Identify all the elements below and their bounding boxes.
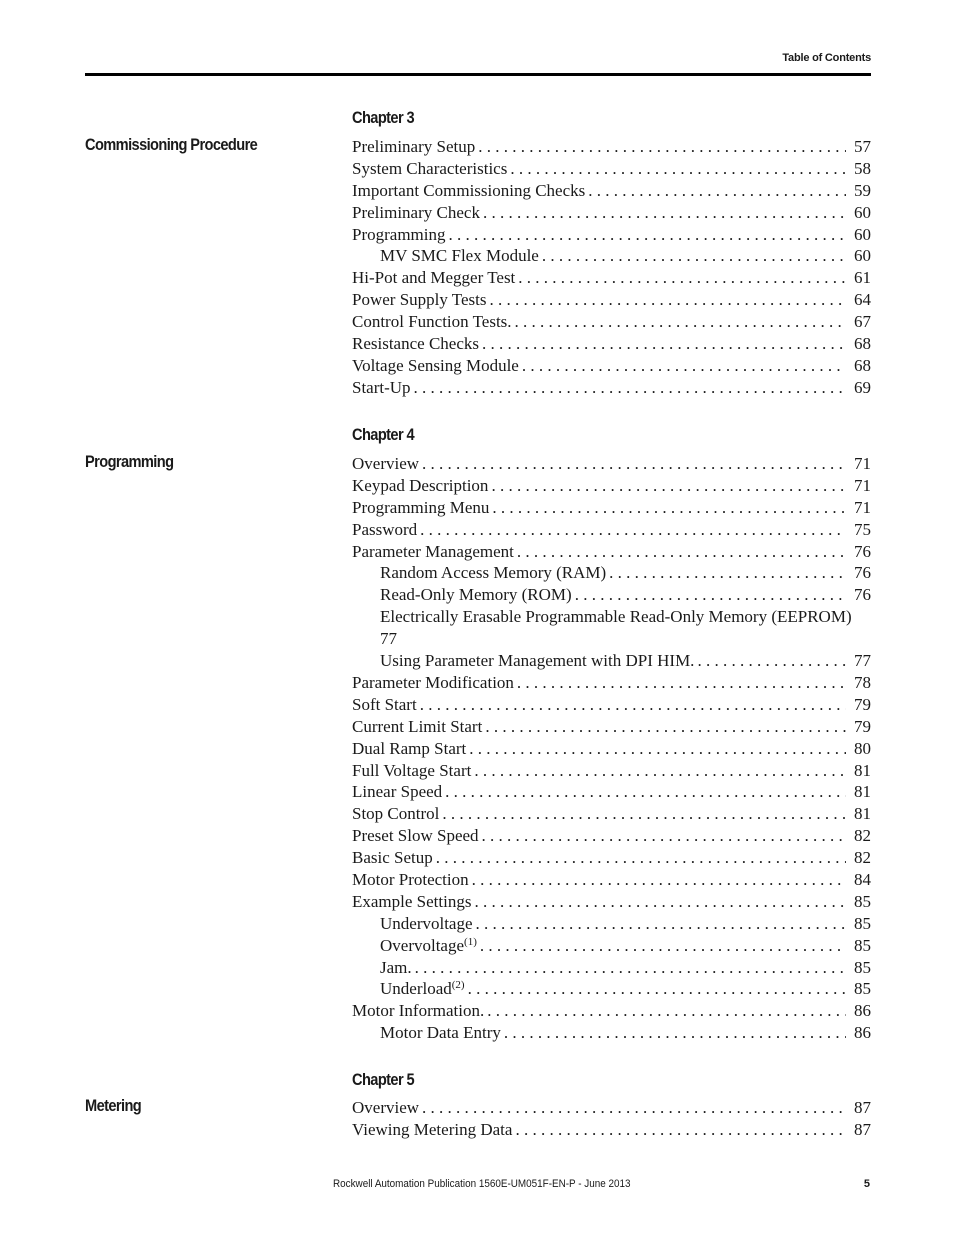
page-ref: 67: [854, 312, 871, 332]
entry-title: [380, 1022, 501, 1044]
entry-title-text: Read-Only Memory (ROM): [380, 585, 572, 605]
toc-subentry[interactable]: [352, 935, 871, 957]
page-ref: 57: [854, 137, 871, 156]
page-ref: 80: [854, 738, 871, 758]
entry-title-text: Preliminary Check: [352, 202, 480, 222]
entry-title: [380, 650, 694, 672]
dot-leader: [474, 760, 846, 782]
toc-entry[interactable]: [352, 224, 871, 246]
entry-title-text: Basic Setup: [352, 848, 433, 868]
dot-leader: [468, 978, 846, 1000]
running-head: Table of Contents: [782, 52, 871, 64]
toc-entry[interactable]: [352, 1000, 871, 1022]
dot-leader: [522, 355, 846, 377]
entry-title: [352, 453, 419, 475]
page-ref: 59: [854, 180, 871, 200]
entry-title: [352, 519, 417, 541]
entry-title: [380, 978, 465, 1000]
dot-leader: [480, 935, 846, 957]
dot-leader: [515, 1119, 846, 1141]
dot-leader: [542, 245, 846, 267]
dot-leader: [491, 475, 846, 497]
page-ref: 58: [854, 158, 871, 178]
entry-title: [352, 869, 469, 891]
page-ref: 69: [854, 377, 871, 397]
entry-title: [352, 803, 439, 825]
toc-subentry[interactable]: [352, 584, 871, 606]
dot-leader: [436, 847, 846, 869]
entry-title-text: Parameter Management: [352, 541, 514, 561]
page-ref: 85: [854, 935, 871, 955]
entry-title: [380, 935, 477, 957]
entry-title-text: Linear Speed: [352, 782, 443, 802]
dot-leader: [517, 672, 846, 694]
dot-leader: [414, 377, 846, 399]
entry-title: [352, 158, 507, 180]
entry-title: [352, 672, 514, 694]
dot-leader: [588, 180, 846, 202]
toc-subentry[interactable]: [352, 245, 871, 267]
dot-leader: [449, 224, 847, 246]
entry-title-text: Hi-Pot and Megger Test: [352, 268, 516, 288]
dot-leader: [697, 650, 846, 672]
page-ref: 60: [854, 246, 871, 266]
entry-title: [352, 180, 585, 202]
toc-entry[interactable]: [352, 716, 871, 738]
page-ref: 81: [854, 804, 871, 824]
toc-entry[interactable]: [352, 847, 871, 869]
page-ref: 86: [854, 1001, 871, 1021]
chapter-label: Chapter 3: [352, 108, 415, 127]
toc-list: [352, 136, 871, 399]
toc-entry[interactable]: [352, 497, 871, 519]
publication-info: Rockwell Automation Publication 1560E-UM051F-EN-P - June 2013: [333, 1178, 631, 1190]
toc-entry[interactable]: [352, 781, 871, 803]
entry-title: [352, 716, 482, 738]
section-title: Commissioning Procedure: [85, 135, 258, 154]
page-ref: 82: [854, 848, 871, 868]
entry-title-text: Parameter Modification: [352, 672, 514, 692]
section-title: Metering: [85, 1096, 142, 1115]
entry-title: [352, 224, 446, 246]
entry-title: [380, 584, 572, 606]
dot-leader: [420, 694, 846, 716]
toc-list: [352, 1097, 871, 1141]
page-ref: 60: [854, 224, 871, 244]
page-ref: 85: [854, 957, 871, 977]
entry-title: [352, 136, 475, 158]
toc-entry[interactable]: [352, 1119, 871, 1141]
footnote-ref: (1): [464, 935, 477, 948]
dot-leader: [515, 311, 846, 333]
entry-title: [352, 1119, 512, 1141]
entry-title-text: Motor Protection: [352, 869, 469, 889]
page-ref: 87: [854, 1119, 871, 1139]
dot-leader: [504, 1022, 846, 1044]
dot-leader: [483, 202, 846, 224]
toc-entry[interactable]: [352, 519, 871, 541]
entry-title-text: MV SMC Flex Module: [380, 246, 539, 266]
dot-leader: [490, 289, 846, 311]
entry-title: [352, 497, 489, 519]
footnote-ref: (2): [451, 979, 465, 992]
entry-title: [380, 957, 412, 979]
entry-title: [352, 377, 411, 399]
entry-title-text: Overview: [352, 454, 420, 473]
dot-leader: [422, 1097, 846, 1119]
page-ref: 79: [854, 716, 871, 736]
page-ref: 81: [854, 782, 871, 802]
page-ref: 86: [854, 1023, 871, 1043]
page-ref: 76: [854, 585, 871, 605]
toc-entry[interactable]: [352, 180, 871, 202]
dot-leader: [422, 453, 846, 475]
toc-entry[interactable]: [352, 541, 871, 563]
dot-leader: [518, 267, 846, 289]
entry-title: [352, 891, 471, 913]
page-ref: 64: [854, 290, 871, 310]
page-ref: 84: [854, 869, 871, 889]
toc-entry[interactable]: [352, 825, 871, 847]
entry-title-text: Current Limit Start: [352, 716, 483, 736]
entry-title: [352, 1000, 484, 1022]
entry-title-text: Control Function Tests.: [352, 312, 512, 332]
entry-title: [380, 562, 606, 584]
toc-entry[interactable]: [352, 694, 871, 716]
entry-title-text: Overview: [352, 1098, 420, 1117]
entry-title-text: Resistance Checks: [352, 334, 479, 354]
entry-title-text: Power Supply Tests: [352, 290, 487, 310]
dot-leader: [609, 562, 846, 584]
entry-title-text: Using Parameter Management with DPI HIM.: [380, 651, 695, 671]
entry-title-text: Example Settings: [352, 891, 472, 911]
dot-leader: [415, 957, 846, 979]
entry-title-text: Jam.: [380, 957, 412, 977]
toc-entry[interactable]: [352, 377, 871, 399]
entry-title-text: Soft Start: [352, 694, 417, 714]
toc-subentry[interactable]: [352, 913, 871, 935]
entry-title-text: Voltage Sensing Module: [352, 355, 519, 375]
toc-entry[interactable]: [352, 1097, 871, 1119]
header-rule: [85, 73, 871, 76]
toc-entry[interactable]: [352, 672, 871, 694]
entry-title: [352, 760, 471, 782]
dot-leader: [445, 781, 846, 803]
page-ref: 85: [854, 979, 871, 999]
toc-entry[interactable]: [352, 136, 871, 158]
page-ref: 71: [854, 454, 871, 473]
entry-title-text: Programming: [352, 224, 446, 244]
page-ref: 85: [854, 891, 871, 911]
entry-title: [380, 245, 539, 267]
entry-title: [352, 1097, 419, 1119]
toc-entry[interactable]: [352, 891, 871, 913]
entry-title-text: Full Voltage Start: [352, 760, 472, 780]
page-ref: 81: [854, 760, 871, 780]
entry-title: [352, 355, 519, 377]
entry-title: [352, 541, 514, 563]
entry-title: [352, 825, 479, 847]
entry-title-text: Motor Information.: [352, 1001, 485, 1021]
dot-leader: [492, 497, 846, 519]
toc-entry[interactable]: [352, 453, 871, 475]
toc-entry[interactable]: [352, 803, 871, 825]
page-number: 5: [863, 1178, 870, 1190]
toc-entry[interactable]: [352, 202, 871, 224]
toc-entry[interactable]: [352, 267, 871, 289]
entry-title-text: Start-Up: [352, 377, 411, 397]
dot-leader: [469, 738, 846, 760]
entry-title: [352, 311, 512, 333]
toc-entry[interactable]: [352, 289, 871, 311]
page-ref: 61: [854, 268, 871, 288]
page-ref: 79: [854, 694, 871, 714]
toc-entry[interactable]: [352, 869, 871, 891]
entry-title: [352, 475, 488, 497]
toc-entry[interactable]: [352, 738, 871, 760]
page-ref: 76: [854, 541, 871, 561]
toc-entry[interactable]: [352, 475, 871, 497]
toc-entry[interactable]: [352, 760, 871, 782]
entry-title-text: Random Access Memory (RAM): [380, 563, 607, 583]
entry-title: [352, 333, 479, 355]
dot-leader: [487, 1000, 846, 1022]
dot-leader: [420, 519, 846, 541]
entry-title-text: Keypad Description: [352, 475, 489, 495]
page-ref: 78: [854, 672, 871, 692]
page-ref: 71: [854, 497, 871, 517]
dot-leader: [482, 333, 846, 355]
entry-title: [352, 738, 466, 760]
entry-title-text: Password: [352, 519, 418, 539]
toc-subentry[interactable]: [352, 562, 871, 584]
toc-entry[interactable]: [352, 158, 871, 180]
entry-title: [352, 289, 487, 311]
page-ref: 85: [854, 913, 871, 933]
entry-title: [352, 781, 442, 803]
entry-title: [352, 202, 480, 224]
toc-entry[interactable]: [352, 355, 871, 377]
page-ref: 68: [854, 355, 871, 375]
chapter-label: Chapter 5: [352, 1070, 415, 1089]
dot-leader: [485, 716, 846, 738]
page-ref: 75: [854, 519, 871, 539]
entry-title: [352, 267, 515, 289]
section-title: Programming: [85, 452, 174, 471]
toc-entry[interactable]: [352, 333, 871, 355]
entry-title: [380, 913, 473, 935]
entry-title-text: Dual Ramp Start: [352, 738, 467, 758]
toc-list: [352, 453, 871, 1044]
entry-title-text: Important Commissioning Checks: [352, 180, 586, 200]
page-ref: 87: [854, 1098, 871, 1117]
entry-title-text: Programming Menu: [352, 497, 490, 517]
page-ref: 71: [854, 475, 871, 495]
dot-leader: [575, 584, 846, 606]
toc-entry[interactable]: [352, 311, 871, 333]
entry-title-text: Motor Data Entry: [380, 1023, 501, 1043]
page-ref: 68: [854, 334, 871, 354]
entry-title: [352, 847, 433, 869]
dot-leader: [474, 891, 846, 913]
entry-title-text: Underload: [380, 979, 452, 999]
chapter-label: Chapter 4: [352, 425, 415, 444]
toc-subentry[interactable]: [352, 978, 871, 1000]
entry-title-text: Viewing Metering Data: [352, 1119, 513, 1139]
entry-title-text: Undervoltage: [380, 913, 473, 933]
page-ref: 82: [854, 826, 871, 846]
dot-leader: [442, 803, 846, 825]
entry-title-text: Stop Control: [352, 804, 440, 824]
page-ref: 76: [854, 563, 871, 583]
entry-title-text: Preset Slow Speed: [352, 826, 479, 846]
page-ref: 77: [854, 651, 871, 671]
toc-subentry[interactable]: [352, 957, 871, 979]
toc-subentry[interactable]: [352, 650, 871, 672]
toc-subentry[interactable]: [352, 1022, 871, 1044]
dot-leader: [510, 158, 846, 180]
page-ref: 60: [854, 202, 871, 222]
dot-leader: [478, 136, 846, 158]
entry-title-text: System Characteristics: [352, 158, 508, 178]
dot-leader: [517, 541, 846, 563]
dot-leader: [472, 869, 846, 891]
dot-leader: [482, 825, 846, 847]
toc-entry[interactable]: Electrically Erasable Programmable Read-Only Memory (EEPROM) 77: [380, 607, 852, 649]
entry-title-text: Preliminary Setup: [352, 137, 476, 156]
dot-leader: [476, 913, 846, 935]
entry-title: [352, 694, 417, 716]
entry-title-text: Overvoltage: [380, 935, 465, 955]
